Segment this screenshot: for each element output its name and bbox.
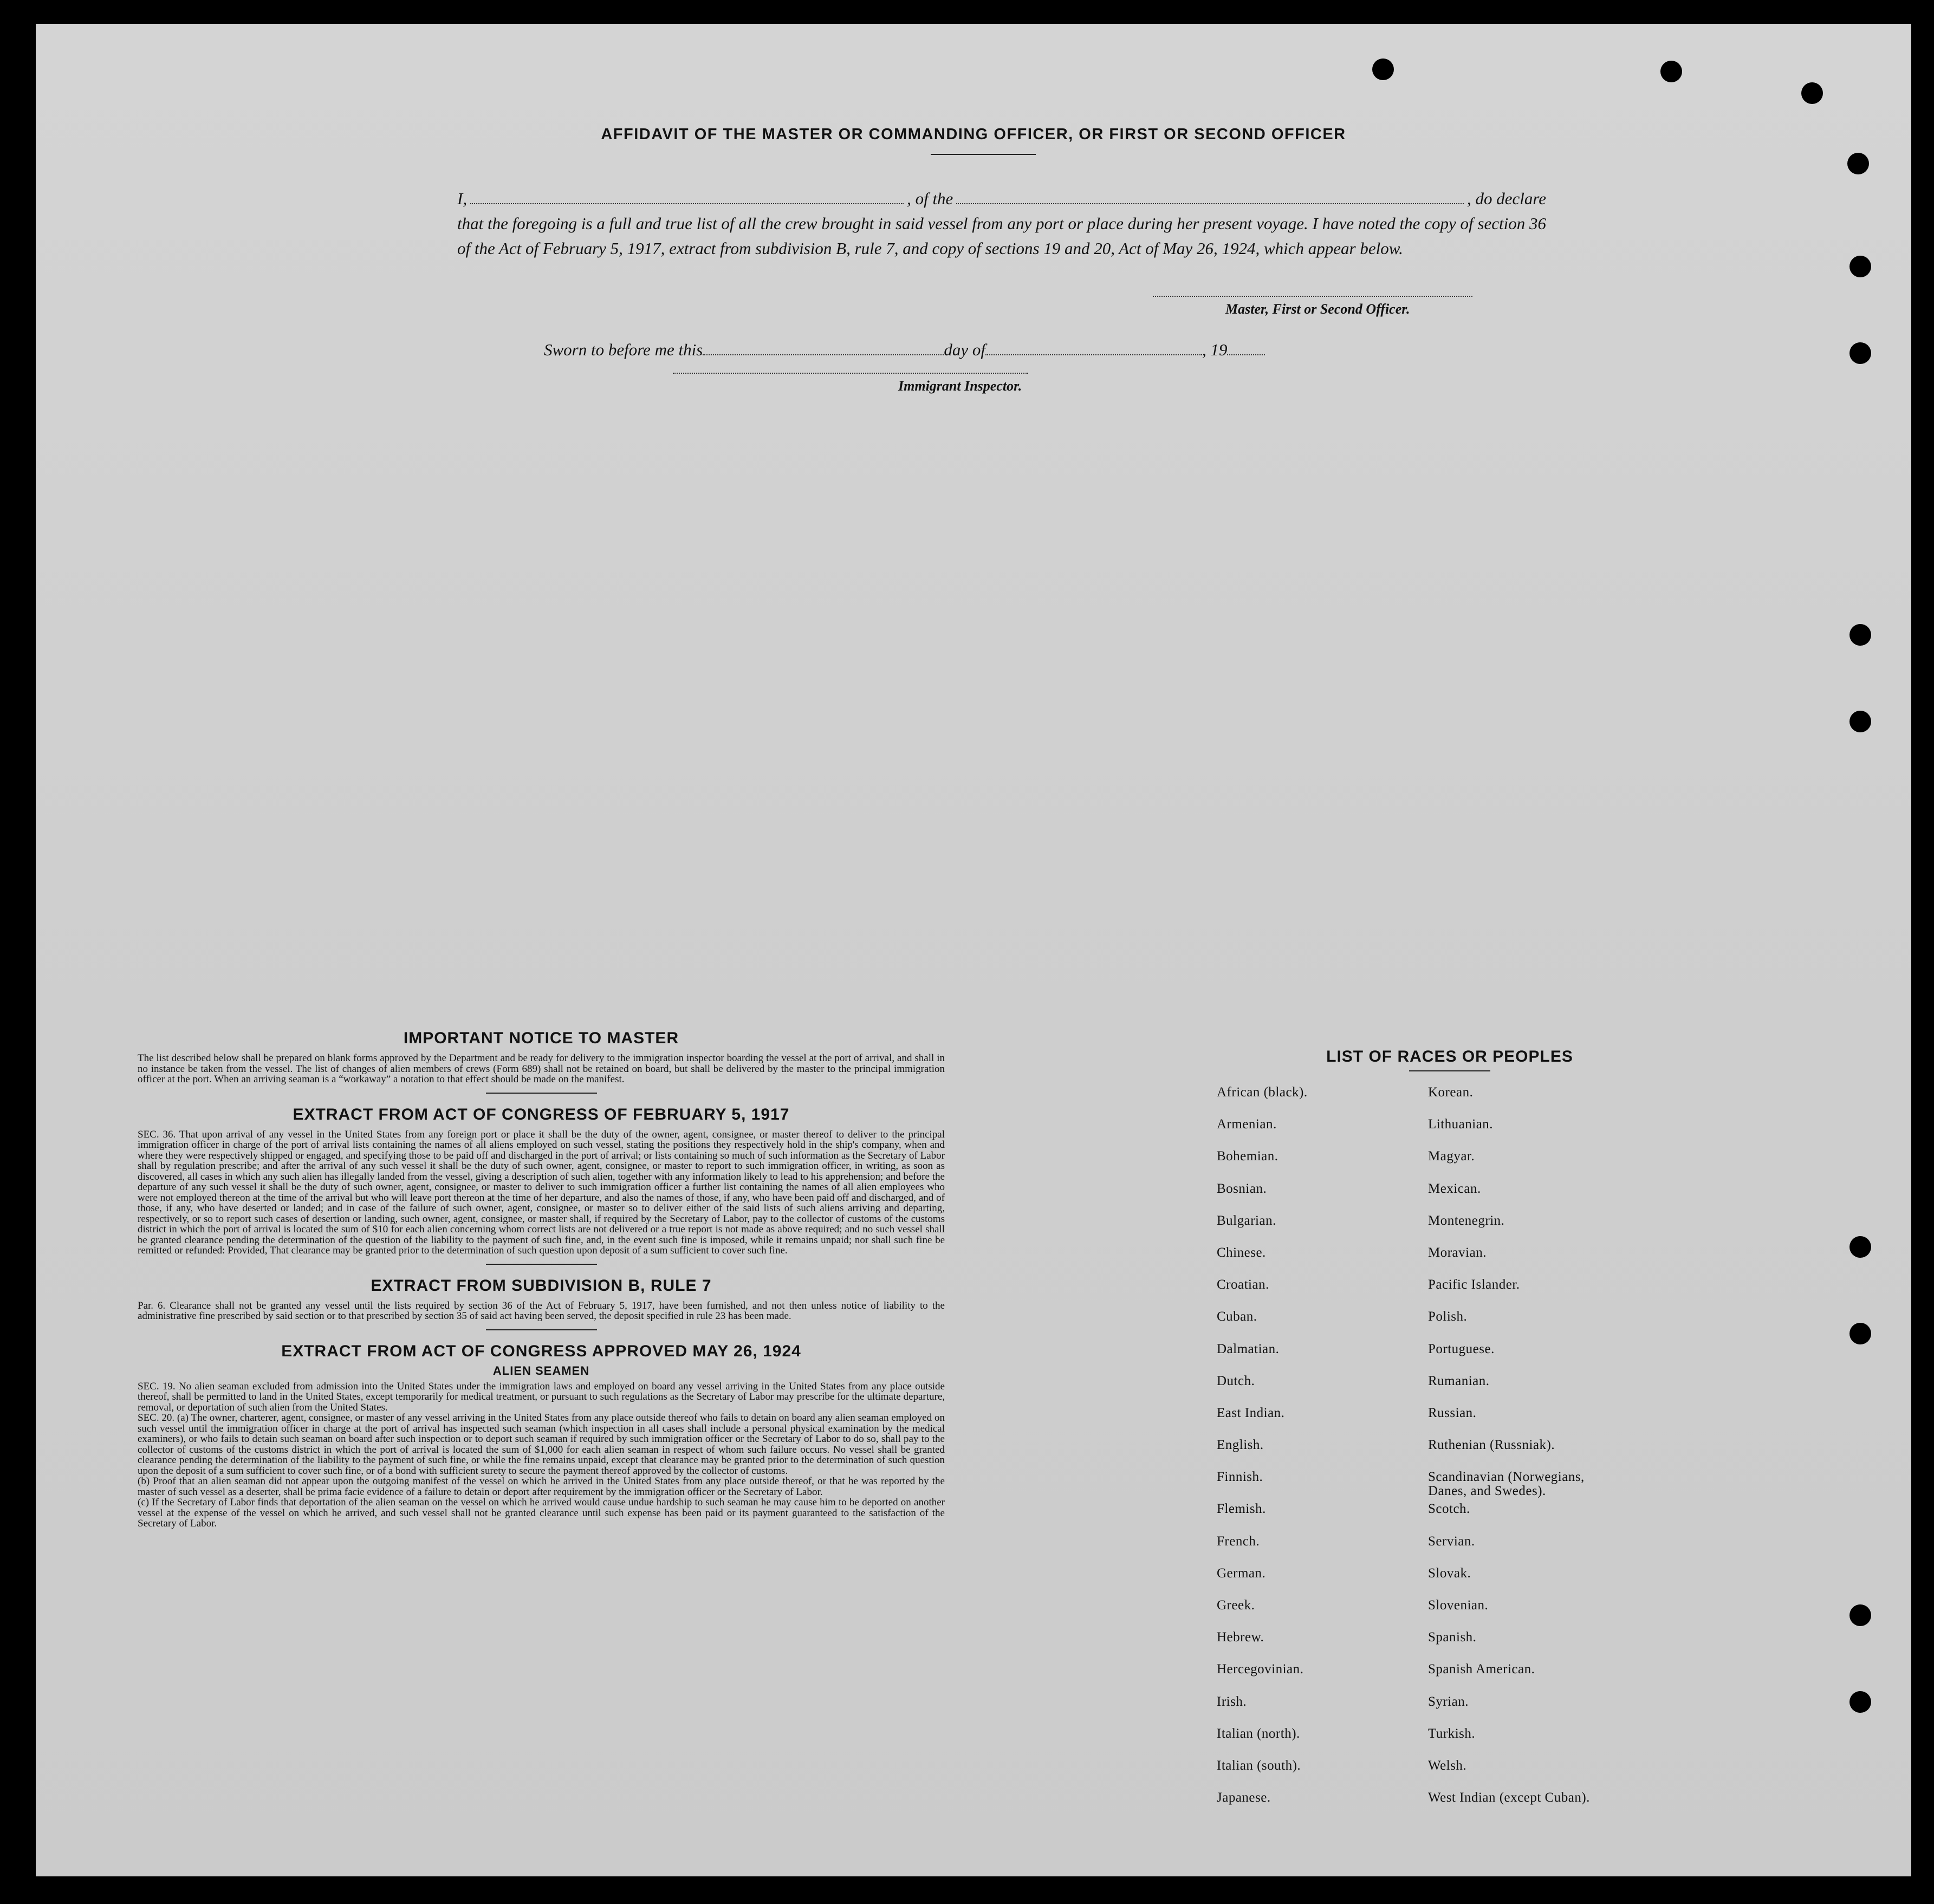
punch-hole xyxy=(1801,82,1823,104)
race-item: Armenian. xyxy=(1217,1117,1277,1132)
punch-hole xyxy=(1372,59,1394,80)
master-signature-line[interactable] xyxy=(1153,296,1472,297)
punch-hole xyxy=(1849,256,1871,277)
races-section xyxy=(1217,1048,1683,1823)
sworn-day-field[interactable] xyxy=(703,342,944,355)
notice-text: The list described below shall be prepared on blank forms approved by the Department and be ready for delivery to the immigration inspector boarding the vessel at the port of arrival, and shall in no instance be taken from the vessel. The list of changes of alien members of crews (Form 689) shall not be retained on board, but shall be delivered by the master to the principal immigration officer at the port. When an arriving seaman is a “workaway” a notation to that effect should be made on the manifest. xyxy=(138,1052,945,1085)
punch-hole xyxy=(1849,624,1871,646)
extract-1924-sec20c: (c) If the Secretary of Labor finds that deportation of the alien seaman on the vessel on which he arrived would cause undue hardship to such seaman he may cause him to be deported on another vessel at the expense of the vessel on which he arrived, and such vessel shall not be granted clearance until such expense has been paid or its payment guaranteed to the satisfaction of the Secretary of Labor. xyxy=(138,1497,945,1529)
race-item: Russian. xyxy=(1428,1405,1477,1420)
extract-1917-text: SEC. 36. That upon arrival of any vessel in the United States from any foreign port or place it shall be the duty of the owner, agent, consignee, or master thereof to deliver to the principal immigration officer in charge of the port of arrival lists containing the names of all aliens employed on such vessel, stating the positions they respectively hold in the ship's company, when and where they were respectively shipped or engaged, and specifying those to be paid off and discharged in the port of arrival; or lists containing so much of such information as the Secretary of Labor shall by regulation prescribe; and after the arrival of any such vessel it shall be the duty of such owner, agent, consignee, or master to report to such immigration officer, in writing, as soon as discovered, all cases in which any such alien has illegally landed from the vessel, giving a description of such alien, together with any information likely to lead to his apprehension; and before the departure of any such vessel it shall be the duty of such owner, agent, consignee, or master to deliver to such immigration officer a further list containing the names of all alien employees who were not employed thereon at the time of the arrival but who will leave port thereon at the time of her departure, and also the names of those, if any, who have been paid off and discharged, and of those, if any, who have deserted or landed; and in case of the failure of such owner, agent, consignee, or master so to deliver either of the said lists of such aliens arriving and departing, respectively, or so to report such cases of desertion or landing, such owner, agent, consignee, or master shall, if required by the Secretary of Labor, pay to the collector of customs of the customs district in which the port of arrival is located the sum of $10 for each alien concerning whom correct lists are not delivered or a true report is not made as above required; and no such vessel shall be granted clearance pending the determination of the question of the liability to the payment of such fine, and, in the event such fine is imposed, while it remains unpaid; nor shall such fine be remitted or refunded: Provided, That clearance may be granted prior to the determination of such question upon deposit of a sum sufficient to cover such fine. xyxy=(138,1128,945,1256)
race-item: Spanish. xyxy=(1428,1630,1477,1645)
of-the-label: , of the xyxy=(907,189,953,208)
extract-1924-title: EXTRACT FROM ACT OF CONGRESS APPROVED MAY 26, 1924 xyxy=(281,1342,801,1360)
race-item: Bulgarian. xyxy=(1217,1213,1276,1228)
race-item: Greek. xyxy=(1217,1598,1255,1613)
race-item: Welsh. xyxy=(1428,1758,1467,1773)
race-item: Pacific Islander. xyxy=(1428,1277,1520,1292)
race-item: Servian. xyxy=(1428,1533,1475,1549)
race-item: Moravian. xyxy=(1428,1245,1487,1260)
race-item: Slovenian. xyxy=(1428,1598,1489,1613)
sworn-label: Sworn to before me this xyxy=(544,340,703,359)
extract-rule7-text: Par. 6. Clearance shall not be granted any vessel until the lists required by section 36 of the Act of February 5, 1917, have been furnished, and not then unless notice of liability to the administrative fine prescribed by said section or to that prescribed by section 35 of said act having been served, the deposit specified in rule 23 has been made. xyxy=(138,1299,945,1322)
name-field[interactable] xyxy=(470,191,904,204)
inspector-signature-line[interactable] xyxy=(673,373,1028,374)
race-item: Scandinavian (Norwegians, Danes, and Swedes). xyxy=(1428,1470,1585,1499)
sworn-year-field[interactable] xyxy=(1227,342,1265,355)
race-item: West Indian (except Cuban). xyxy=(1428,1790,1590,1805)
year-label: , 19 xyxy=(1202,340,1228,359)
race-item: Finnish. xyxy=(1217,1470,1263,1485)
punch-hole xyxy=(1849,1323,1871,1344)
race-item: Hercegovinian. xyxy=(1217,1662,1304,1677)
section-divider xyxy=(486,1093,597,1094)
master-caption: Master, First or Second Officer. xyxy=(1225,301,1410,317)
race-item: Turkish. xyxy=(1428,1726,1476,1741)
declaration-text: that the foregoing is a full and true list of all the crew brought in said vessel from any port or place during her present voyage. I have noted the copy of section 36 of the Act of February 5, 1917, extract from subdivision B, rule 7, and copy of sections 19 and 20, Act of May 26, 1924, which appear below. xyxy=(457,214,1546,258)
race-item: Ruthenian (Russniak). xyxy=(1428,1438,1555,1453)
section-divider xyxy=(486,1264,597,1265)
race-item: Bosnian. xyxy=(1217,1181,1267,1196)
race-item: Chinese. xyxy=(1217,1245,1266,1260)
race-item: Dutch. xyxy=(1217,1373,1255,1388)
extract-1924-sec20b: (b) Proof that an alien seaman did not appear upon the outgoing manifest of the vessel on which he arrived in the United States from any place outside thereof, or that he was reported by the master of such vessel as a deserter, shall be prima facie evidence of a failure to detain or deport after requirement by the immigration officer or the Secretary of Labor. xyxy=(138,1476,945,1498)
extract-1924-subtitle: ALIEN SEAMEN xyxy=(492,1363,590,1377)
day-of-label: day of xyxy=(944,340,985,359)
races-title-rule xyxy=(1409,1070,1490,1071)
declaration-block xyxy=(457,186,1546,261)
extract-rule7-title: EXTRACT FROM SUBDIVISION B, RULE 7 xyxy=(371,1276,712,1295)
race-item: Portuguese. xyxy=(1428,1341,1495,1356)
race-item: African (black). xyxy=(1217,1085,1308,1100)
do-declare-label: , do declare xyxy=(1466,189,1546,208)
races-grid xyxy=(1217,1086,1683,1823)
punch-hole xyxy=(1847,153,1869,174)
race-item: Magyar. xyxy=(1428,1149,1475,1164)
extract-1924-sec20a: SEC. 20. (a) The owner, charterer, agent, consignee, or master of any vessel arriving in the United States from any place outside thereof who fails to detain on board any alien seaman employed on such vessel until the immigration officer in charge at the port of arrival has inspected such seaman (which inspection in all cases shall include a personal physical examination by the medical examiners), or who fails to detain such seaman on board after such inspection or to deport such seaman if required by such immigration officer or the Secretary of Labor to do so, shall pay to the collector of customs of the customs district in which the port of arrival is located the sum of $1,000 for each alien seaman in respect of whom such failure occurs. No vessel shall be granted clearance pending the determination of the liability to the payment of such fine, or while the fine remains unpaid, except that clearance may be granted prior to the determination of such question upon the deposit of a sum sufficient to cover such fine, or of a bond with sufficient surety to secure the payment thereof approved by the collector of customs. xyxy=(138,1412,945,1477)
race-item: Italian (south). xyxy=(1217,1758,1301,1773)
race-item: Polish. xyxy=(1428,1309,1468,1324)
races-title: LIST OF RACES OR PEOPLES xyxy=(1326,1048,1573,1065)
race-item: Montenegrin. xyxy=(1428,1213,1505,1228)
race-item: French. xyxy=(1217,1533,1260,1549)
race-item: Irish. xyxy=(1217,1694,1247,1709)
inspector-caption: Immigrant Inspector. xyxy=(898,378,1022,394)
race-item: Bohemian. xyxy=(1217,1149,1278,1164)
race-item: Mexican. xyxy=(1428,1181,1481,1196)
race-item: East Indian. xyxy=(1217,1405,1285,1420)
race-item: Scotch. xyxy=(1428,1502,1470,1517)
vessel-field[interactable] xyxy=(956,191,1464,204)
race-item: Syrian. xyxy=(1428,1694,1469,1709)
form-page xyxy=(36,24,1911,1876)
notice-title: IMPORTANT NOTICE TO MASTER xyxy=(403,1029,679,1047)
race-item: Japanese. xyxy=(1217,1790,1271,1805)
race-item: Hebrew. xyxy=(1217,1630,1264,1645)
race-item: Flemish. xyxy=(1217,1502,1266,1517)
sworn-month-field[interactable] xyxy=(985,342,1202,355)
punch-hole xyxy=(1849,342,1871,364)
extract-1924-sec19: SEC. 19. No alien seaman excluded from admission into the United States under the immigration laws and employed on board any vessel arriving in the United States from any place outside thereof, shall be permitted to land in the United States, except temporarily for medical treatment, or pursuant to such regulations as the Secretary of Labor may prescribe for the ultimate departure, removal, or deportation of such alien from the United States. xyxy=(138,1380,945,1413)
notice-section xyxy=(138,1029,945,1529)
punch-hole xyxy=(1849,711,1871,732)
punch-hole xyxy=(1849,1604,1871,1626)
title-rule xyxy=(931,154,1036,155)
extract-1917-title: EXTRACT FROM ACT OF CONGRESS OF FEBRUARY 5, 1917 xyxy=(293,1105,790,1123)
race-item: English. xyxy=(1217,1438,1264,1453)
race-item: Lithuanian. xyxy=(1428,1117,1494,1132)
race-item: Croatian. xyxy=(1217,1277,1269,1292)
punch-hole xyxy=(1849,1236,1871,1258)
section-divider xyxy=(486,1329,597,1330)
punch-hole xyxy=(1849,1691,1871,1713)
punch-hole xyxy=(1660,61,1682,82)
i-label: I, xyxy=(457,189,468,208)
race-item: Rumanian. xyxy=(1428,1373,1490,1388)
race-item: Cuban. xyxy=(1217,1309,1257,1324)
race-item: Korean. xyxy=(1428,1085,1474,1100)
race-item: Slovak. xyxy=(1428,1565,1471,1581)
sworn-line xyxy=(544,340,1292,360)
race-item: Dalmatian. xyxy=(1217,1341,1280,1356)
affidavit-title: AFFIDAVIT OF THE MASTER OR COMMANDING OFFICER, OR FIRST OR SECOND OFFICER xyxy=(601,126,1346,143)
race-item: Italian (north). xyxy=(1217,1726,1300,1741)
race-item: Spanish American. xyxy=(1428,1662,1535,1677)
race-item: German. xyxy=(1217,1565,1266,1581)
